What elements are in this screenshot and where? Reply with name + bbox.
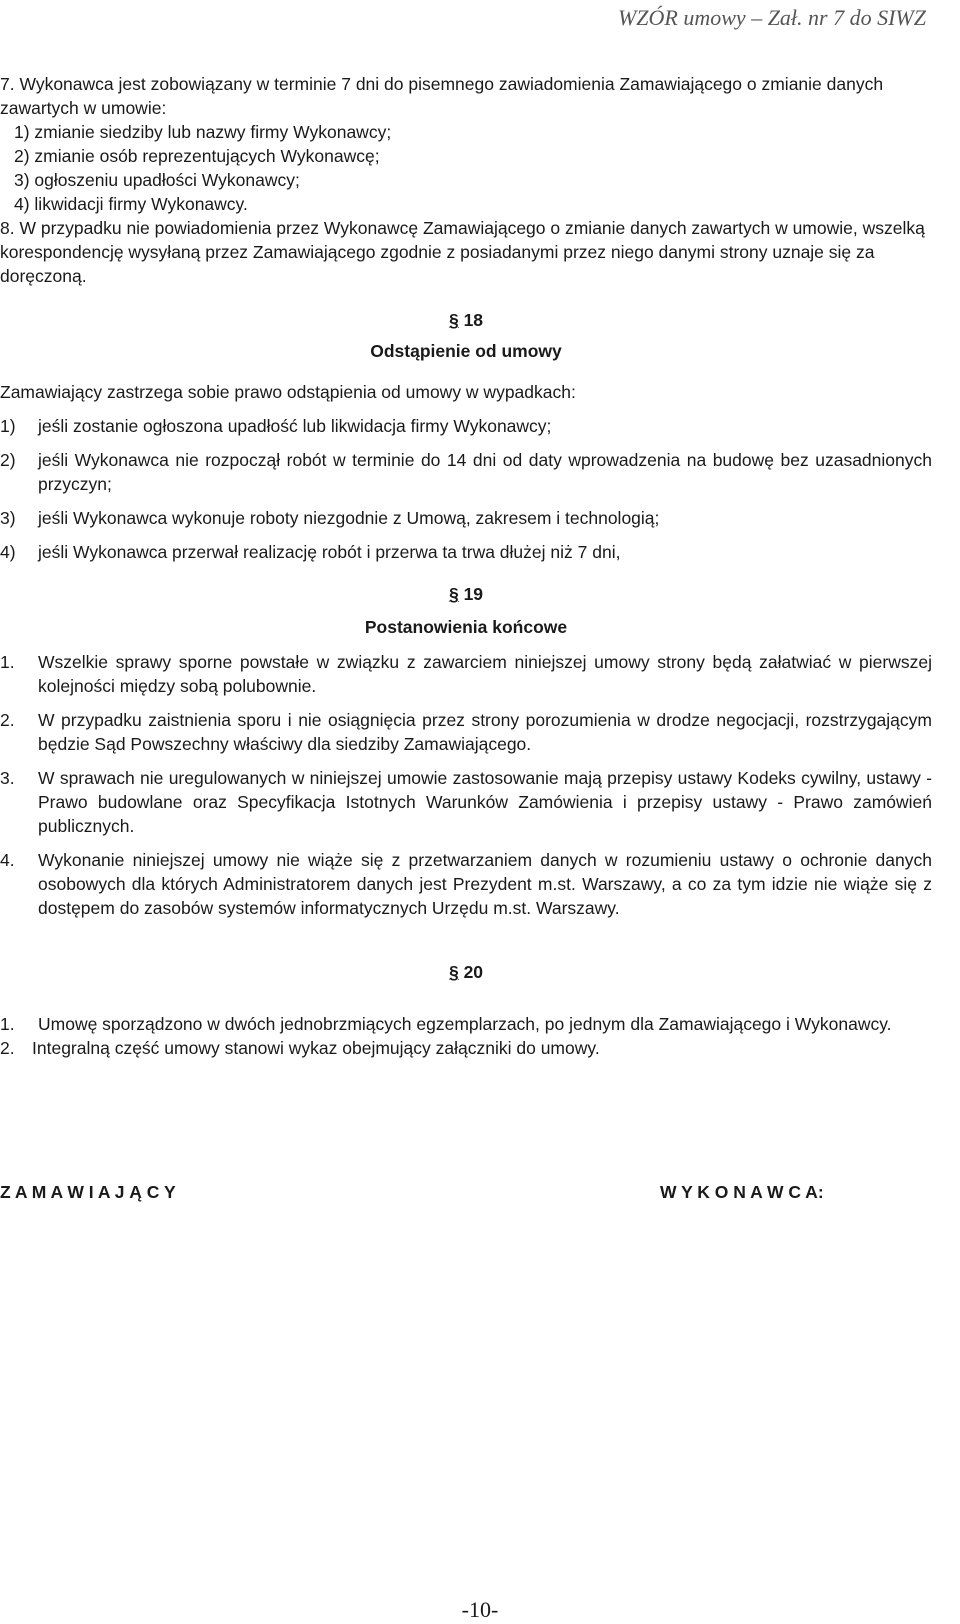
section-20-body <box>0 1012 932 1060</box>
section-19-heading <box>0 580 932 640</box>
signature-employer: Z A M A W I A J Ą C Y <box>0 1182 176 1202</box>
section-18-number: 18 <box>463 310 484 330</box>
section-number <box>0 306 932 334</box>
section-20-heading <box>0 958 932 986</box>
section-20-number: 20 <box>463 962 484 982</box>
clause-7-list <box>0 120 932 216</box>
clause-7: 7. Wykonawca jest zobowiązany w terminie 7 dni do pisemnego zawiadomienia Zamawiającego o zmianie danych zawartych w umowie: <box>0 74 884 118</box>
section-number <box>0 958 932 986</box>
section-18-title: Odstąpienie od umowy <box>370 341 562 361</box>
list-item: 4. Wykonanie niniejszej umowy nie wiąże się z przetwarzaniem danych w rozumieniu ustawy o ochronie danych osobowych dla których Administratorem danych jest Prezydent m.st. Warszawy, a co za tym idzie nie wiąże się z dostępem do zasobów systemów informatycznych Urzędu m.st. Warszawy. <box>0 850 932 918</box>
clause-7-item: 1) zmianie siedziby lub nazwy firmy Wykonawcy; <box>14 122 392 142</box>
section-19-title: Postanowienia końcowe <box>364 617 568 637</box>
section-19-body <box>0 650 932 920</box>
section-18-heading <box>0 306 932 364</box>
section-18-intro: Zamawiający zastrzega sobie prawo odstąpienia od umowy w wypadkach: <box>0 382 576 402</box>
list-item: 2. Integralną część umowy stanowi wykaz obejmujący załączniki do umowy. <box>0 1038 600 1058</box>
list-item: 4) jeśli Wykonawca przerwał realizację robót i przerwa ta trwa dłużej niż 7 dni, <box>0 542 621 562</box>
clause-7-item: 3) ogłoszeniu upadłości Wykonawcy; <box>14 170 300 190</box>
section-19-number: 19 <box>463 584 484 604</box>
paragraph-symbol: § <box>448 962 459 982</box>
document-header: WZÓR umowy – Zał. nr 7 do SIWZ <box>617 5 926 30</box>
list-item: 1. Wszelkie sprawy sporne powstałe w związku z zawarciem niniejszej umowy strony będą załatwiać w pierwszej kolejności między sobą polubownie. <box>0 652 932 696</box>
list-item: 2. W przypadku zaistnienia sporu i nie osiągnięcia przez strony porozumienia w drodze negocjacji, rozstrzygającym będzie Sąd Powszechny właściwy dla siedziby Zamawiającego. <box>0 710 932 754</box>
clause-7-item: 4) likwidacji firmy Wykonawcy. <box>14 194 248 214</box>
clause-7-item: 2) zmianie osób reprezentujących Wykonawcę; <box>14 146 380 166</box>
signature-contractor: W Y K O N A W C A: <box>660 1182 824 1202</box>
section-17-tail <box>0 72 932 288</box>
paragraph-symbol: § <box>448 584 459 604</box>
list-item: 3. W sprawach nie uregulowanych w niniejszej umowie zastosowanie mają przepisy ustawy Kodeks cywilny, ustawy - Prawo budowlane oraz Specyfikacja Istotnych Warunków Zamówienia i przepisy ustawy - Prawo zamówień publicznych. <box>0 768 932 836</box>
clause-8: 8. W przypadku nie powiadomienia przez Wykonawcę Zamawiającego o zmianie danych zawartych w umowie, wszelką korespondencję wysyłaną przez Zamawiającego zgodnie z posiadanymi przez niego danymi strony uznaje się za doręczoną. <box>0 218 925 286</box>
list-item: 2) jeśli Wykonawca nie rozpoczął robót w terminie do 14 dni od daty wprowadzenia na budowę bez uzasadnionych przyczyn; <box>0 450 932 494</box>
section-18-body <box>0 380 932 564</box>
list-item: 1. Umowę sporządzono w dwóch jednobrzmiących egzemplarzach, po jednym dla Zamawiającego i Wykonawcy. <box>0 1014 892 1034</box>
page-number: -10- <box>461 1597 499 1622</box>
section-number <box>0 580 932 608</box>
list-item: 1) jeśli zostanie ogłoszona upadłość lub likwidacja firmy Wykonawcy; <box>0 416 552 436</box>
paragraph-symbol: § <box>448 310 459 330</box>
list-item: 3) jeśli Wykonawca wykonuje roboty niezgodnie z Umową, zakresem i technologią; <box>0 508 660 528</box>
